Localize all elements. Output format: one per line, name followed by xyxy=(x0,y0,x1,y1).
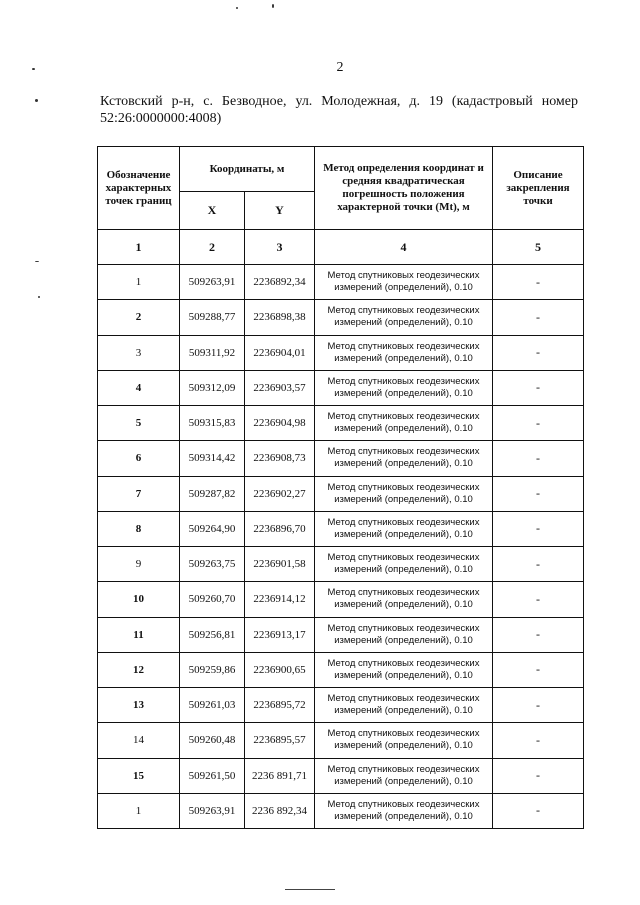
x-cell: 509263,75 xyxy=(180,547,245,582)
header-x: X xyxy=(180,192,245,230)
point-cell: 15 xyxy=(98,758,180,793)
description-cell: - xyxy=(493,441,584,476)
point-cell: 1 xyxy=(98,265,180,300)
column-number: 4 xyxy=(315,230,493,265)
table-row xyxy=(98,511,584,546)
column-number: 5 xyxy=(493,230,584,265)
description-cell: - xyxy=(493,688,584,723)
header-description: Описание закрепления точки xyxy=(493,147,584,230)
method-cell: Метод спутниковых геодезических измерений (определений), 0.10 xyxy=(315,441,493,476)
y-cell: 2236903,57 xyxy=(245,370,315,405)
description-cell: - xyxy=(493,652,584,687)
y-cell: 2236898,38 xyxy=(245,300,315,335)
x-cell: 509314,42 xyxy=(180,441,245,476)
table-row xyxy=(98,793,584,828)
y-cell: 2236913,17 xyxy=(245,617,315,652)
y-cell: 2236895,57 xyxy=(245,723,315,758)
method-cell: Метод спутниковых геодезических измерений (определений), 0.10 xyxy=(315,793,493,828)
column-number: 1 xyxy=(98,230,180,265)
header-point-designation: Обозначение характерных точек границ xyxy=(98,147,180,230)
table-row xyxy=(98,441,584,476)
description-cell: - xyxy=(493,723,584,758)
table-row xyxy=(98,617,584,652)
description-cell: - xyxy=(493,370,584,405)
method-cell: Метод спутниковых геодезических измерений (определений), 0.10 xyxy=(315,335,493,370)
header-y: Y xyxy=(245,192,315,230)
x-cell: 509263,91 xyxy=(180,793,245,828)
point-cell: 3 xyxy=(98,335,180,370)
y-cell: 2236895,72 xyxy=(245,688,315,723)
point-cell: 5 xyxy=(98,406,180,441)
y-cell: 2236904,01 xyxy=(245,335,315,370)
scan-speck xyxy=(38,296,40,298)
y-cell: 2236914,12 xyxy=(245,582,315,617)
method-cell: Метод спутниковых геодезических измерений (определений), 0.10 xyxy=(315,476,493,511)
description-cell: - xyxy=(493,758,584,793)
method-cell: Метод спутниковых геодезических измерений (определений), 0.10 xyxy=(315,300,493,335)
table-row xyxy=(98,688,584,723)
x-cell: 509288,77 xyxy=(180,300,245,335)
method-cell: Метод спутниковых геодезических измерений (определений), 0.10 xyxy=(315,582,493,617)
table-row xyxy=(98,370,584,405)
x-cell: 509261,50 xyxy=(180,758,245,793)
table-row xyxy=(98,723,584,758)
y-cell: 2236896,70 xyxy=(245,511,315,546)
table-row xyxy=(98,582,584,617)
scan-speck xyxy=(35,99,38,102)
table-row xyxy=(98,758,584,793)
x-cell: 509259,86 xyxy=(180,652,245,687)
x-cell: 509315,83 xyxy=(180,406,245,441)
method-cell: Метод спутниковых геодезических измерений (определений), 0.10 xyxy=(315,688,493,723)
description-cell: - xyxy=(493,547,584,582)
point-cell: 2 xyxy=(98,300,180,335)
x-cell: 509312,09 xyxy=(180,370,245,405)
table-row xyxy=(98,547,584,582)
y-cell: 2236892,34 xyxy=(245,265,315,300)
point-cell: 8 xyxy=(98,511,180,546)
point-cell: 7 xyxy=(98,476,180,511)
scan-speck xyxy=(35,261,39,262)
footer-line xyxy=(285,889,335,890)
point-cell: 13 xyxy=(98,688,180,723)
x-cell: 509261,03 xyxy=(180,688,245,723)
point-cell: 14 xyxy=(98,723,180,758)
table-row xyxy=(98,265,584,300)
header-method: Метод определения координат и средняя квадратическая погрешность положения характерной точки (Mt), м xyxy=(315,147,493,230)
method-cell: Метод спутниковых геодезических измерений (определений), 0.10 xyxy=(315,547,493,582)
y-cell: 2236904,98 xyxy=(245,406,315,441)
x-cell: 509260,70 xyxy=(180,582,245,617)
y-cell: 2236900,65 xyxy=(245,652,315,687)
description-cell: - xyxy=(493,617,584,652)
coordinates-table xyxy=(97,146,584,829)
scan-speck xyxy=(236,7,238,9)
point-cell: 10 xyxy=(98,582,180,617)
point-cell: 1 xyxy=(98,793,180,828)
x-cell: 509264,90 xyxy=(180,511,245,546)
y-cell: 2236902,27 xyxy=(245,476,315,511)
column-number: 3 xyxy=(245,230,315,265)
point-cell: 11 xyxy=(98,617,180,652)
method-cell: Метод спутниковых геодезических измерений (определений), 0.10 xyxy=(315,617,493,652)
page-number: 2 xyxy=(336,60,344,75)
x-cell: 509256,81 xyxy=(180,617,245,652)
point-cell: 4 xyxy=(98,370,180,405)
method-cell: Метод спутниковых геодезических измерений (определений), 0.10 xyxy=(315,511,493,546)
scan-speck xyxy=(272,4,274,8)
method-cell: Метод спутниковых геодезических измерений (определений), 0.10 xyxy=(315,370,493,405)
y-cell: 2236 892,34 xyxy=(245,793,315,828)
table-row xyxy=(98,335,584,370)
y-cell: 2236908,73 xyxy=(245,441,315,476)
method-cell: Метод спутниковых геодезических измерений (определений), 0.10 xyxy=(315,758,493,793)
description-cell: - xyxy=(493,335,584,370)
x-cell: 509263,91 xyxy=(180,265,245,300)
y-cell: 2236 891,71 xyxy=(245,758,315,793)
table-row xyxy=(98,300,584,335)
description-cell: - xyxy=(493,265,584,300)
table-row xyxy=(98,406,584,441)
table-row xyxy=(98,476,584,511)
description-cell: - xyxy=(493,793,584,828)
y-cell: 2236901,58 xyxy=(245,547,315,582)
method-cell: Метод спутниковых геодезических измерений (определений), 0.10 xyxy=(315,265,493,300)
address-heading: Кстовский р-н, с. Безводное, ул. Молодежная, д. 19 (кадастровый номер 52:26:0000000:4008) xyxy=(100,94,578,126)
scan-speck xyxy=(32,68,35,70)
method-cell: Метод спутниковых геодезических измерений (определений), 0.10 xyxy=(315,406,493,441)
column-number: 2 xyxy=(180,230,245,265)
point-cell: 6 xyxy=(98,441,180,476)
x-cell: 509260,48 xyxy=(180,723,245,758)
description-cell: - xyxy=(493,300,584,335)
description-cell: - xyxy=(493,476,584,511)
description-cell: - xyxy=(493,582,584,617)
x-cell: 509311,92 xyxy=(180,335,245,370)
method-cell: Метод спутниковых геодезических измерений (определений), 0.10 xyxy=(315,652,493,687)
x-cell: 509287,82 xyxy=(180,476,245,511)
header-coordinates: Координаты, м xyxy=(180,147,315,192)
point-cell: 12 xyxy=(98,652,180,687)
table-row xyxy=(98,652,584,687)
description-cell: - xyxy=(493,511,584,546)
description-cell: - xyxy=(493,406,584,441)
method-cell: Метод спутниковых геодезических измерений (определений), 0.10 xyxy=(315,723,493,758)
point-cell: 9 xyxy=(98,547,180,582)
